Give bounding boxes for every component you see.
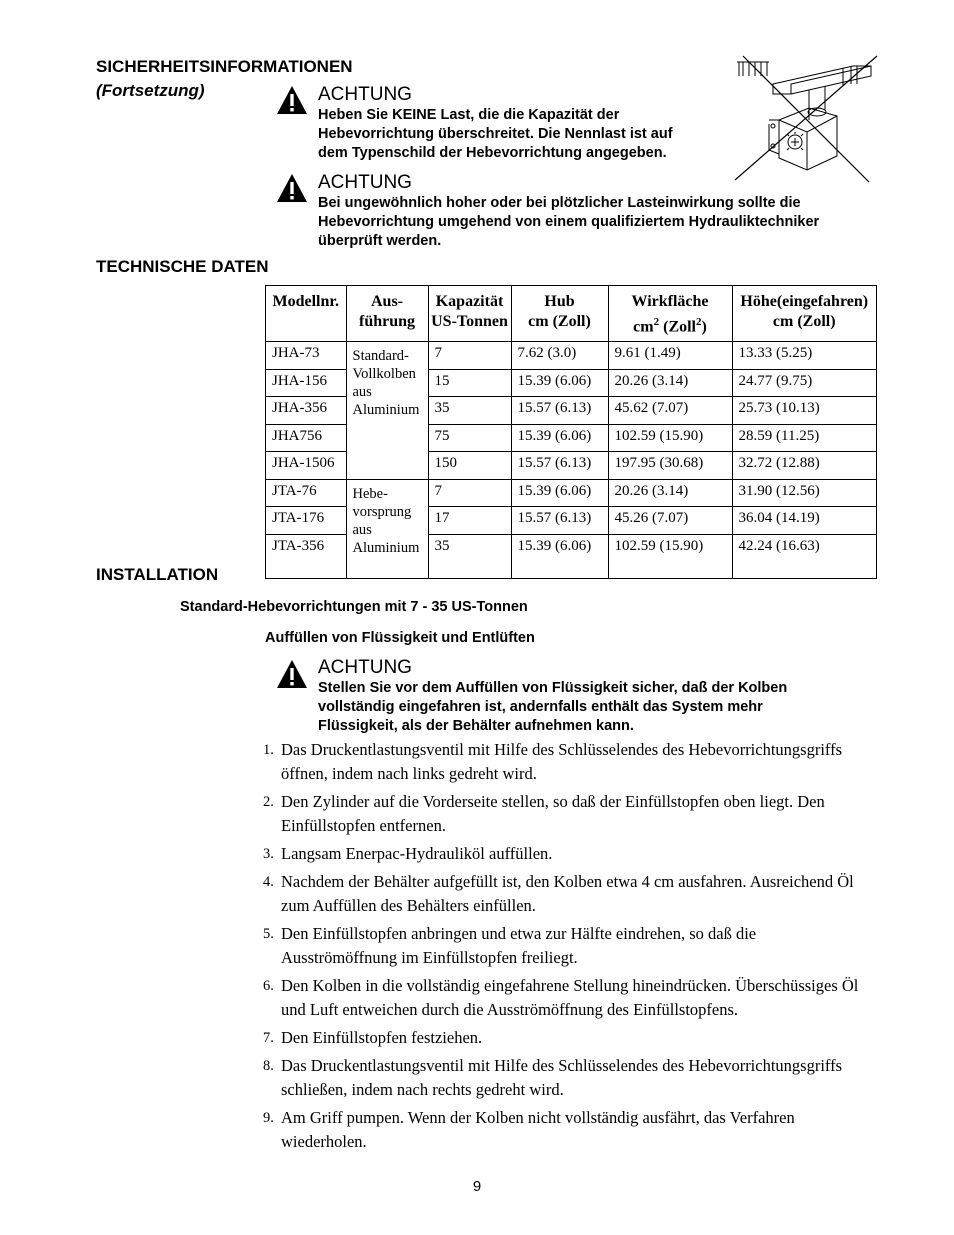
col-header-stroke: Hub cm (Zoll): [511, 286, 608, 342]
list-item: 2. Den Zylinder auf die Vorderseite stellen, so daß der Einfüllstopfen oben liegt. Den Einfüllstopfen entfernen.: [263, 792, 825, 835]
table-row: JHA756 75 15.39 (6.06) 102.59 (15.90) 28.59 (11.25): [266, 424, 876, 452]
warning-triangle-icon: [276, 173, 308, 203]
table-row: JHA-1506 150 15.57 (6.13) 197.95 (30.68) 32.72 (12.88): [266, 452, 876, 480]
type-cell-standard: Standard- Vollkolben aus Aluminium: [346, 342, 428, 480]
type-cell-toe: Hebe- vorsprung aus Aluminium: [346, 479, 428, 578]
list-item: 1. Das Druckentlastungsventil mit Hilfe des Schlüsselendes des Hebevorrichtungsgriffs öffnen, indem nach links gedreht wird.: [263, 740, 843, 783]
warning-title: ACHTUNG: [318, 84, 412, 105]
list-item: 7. Den Einfüllstopfen festziehen.: [263, 1028, 483, 1047]
subheading-fill-bleed: Auffüllen von Flüssigkeit und Entlüften: [265, 630, 535, 646]
col-header-model: Modellnr.: [266, 286, 346, 342]
warning-triangle-icon: [276, 659, 308, 689]
table-row: JTA-76 Hebe- vorsprung aus Aluminium 7 15.39 (6.06) 20.26 (3.14) 31.90 (12.56): [266, 479, 876, 507]
warning-title: ACHTUNG: [318, 657, 412, 678]
section-title-safety: SICHERHEITSINFORMATIONEN: [96, 57, 353, 76]
list-item: 6. Den Kolben in die vollständig eingefahrene Stellung hineindrücken. Überschüssiges Öl und Luft entweichen durch die Ausströmöffnung des Einfüllstopfens.: [263, 976, 859, 1019]
warning-triangle-icon: [276, 85, 308, 115]
table-row: JTA-176 17 15.57 (6.13) 45.26 (7.07) 36.04 (14.19): [266, 507, 876, 535]
warning-text: Heben Sie KEINE Last, die die Kapazität der Hebevorrichtung überschreitet. Die Nennlast ist auf dem Typenschild der Hebevorrichtung angegeben.: [318, 107, 673, 161]
list-item: 4. Nachdem der Behälter aufgefüllt ist, den Kolben etwa 4 cm ausfahren. Ausreichend Öl zum Auffüllen des Behälters einfüllen.: [263, 872, 854, 915]
col-header-area: Wirkfläche $cm^2$ (Zoll$^2$): [608, 286, 732, 342]
warning-title: ACHTUNG: [318, 172, 412, 193]
table-row: JHA-73 Standard- Vollkolben aus Aluminium 7 7.62 (3.0) 9.61 (1.49) 13.33 (5.25): [266, 342, 876, 370]
list-item: 8. Das Druckentlastungsventil mit Hilfe des Schlüsselendes des Hebevorrichtungsgriffs schließen, indem nach rechts gedreht wird.: [263, 1056, 843, 1099]
section-subtitle-continued: (Fortsetzung): [96, 81, 205, 100]
col-header-type: Aus- führung: [346, 286, 428, 342]
col-header-capacity: Kapazität US-Tonnen: [428, 286, 511, 342]
page-number: 9: [472, 1178, 482, 1195]
col-header-height: Höhe(eingefahren) cm (Zoll): [732, 286, 876, 342]
table-row: JTA-356 35 15.39 (6.06) 102.59 (15.90) 42.24 (16.63): [266, 534, 876, 578]
section-title-installation: INSTALLATION: [96, 565, 219, 584]
table-row: JHA-356 35 15.57 (6.13) 45.62 (7.07) 25.73 (10.13): [266, 397, 876, 425]
section-title-technical-data: TECHNISCHE DATEN: [96, 257, 269, 276]
subheading-standard-jacks: Standard-Hebevorrichtungen mit 7 - 35 US-Tonnen: [180, 599, 528, 615]
list-item: 9. Am Griff pumpen. Wenn der Kolben nicht vollständig ausfährt, das Verfahren wiederholen.: [263, 1108, 795, 1151]
warning-text: Stellen Sie vor dem Auffüllen von Flüssigkeit sicher, daß der Kolben vollständig eingefahren ist, andernfalls enthält das System mehr Flüssigkeit, als der Behälter aufnehmen kann.: [318, 680, 788, 734]
table-row: JHA-156 15 15.39 (6.06) 20.26 (3.14) 24.77 (9.75): [266, 369, 876, 397]
list-item: 3. Langsam Enerpac-Hydrauliköl auffüllen.: [263, 844, 553, 863]
instruction-steps: [263, 738, 873, 1158]
list-item: 5. Den Einfüllstopfen anbringen und etwa zur Hälfte eindrehen, so daß die Ausströmöffnung im Einfüllstopfen freiliegt.: [263, 924, 757, 967]
spec-table: [266, 286, 876, 578]
spec-table-frame: [265, 285, 877, 579]
warning-text: Bei ungewöhnlich hoher oder bei plötzlicher Lasteinwirkung sollte die Hebevorrichtung umgehend von einem qualifiziertem Hydrauliktechniker überprüft werden.: [318, 195, 820, 249]
overloaded-jack-crossed-out-icon: [733, 54, 879, 184]
